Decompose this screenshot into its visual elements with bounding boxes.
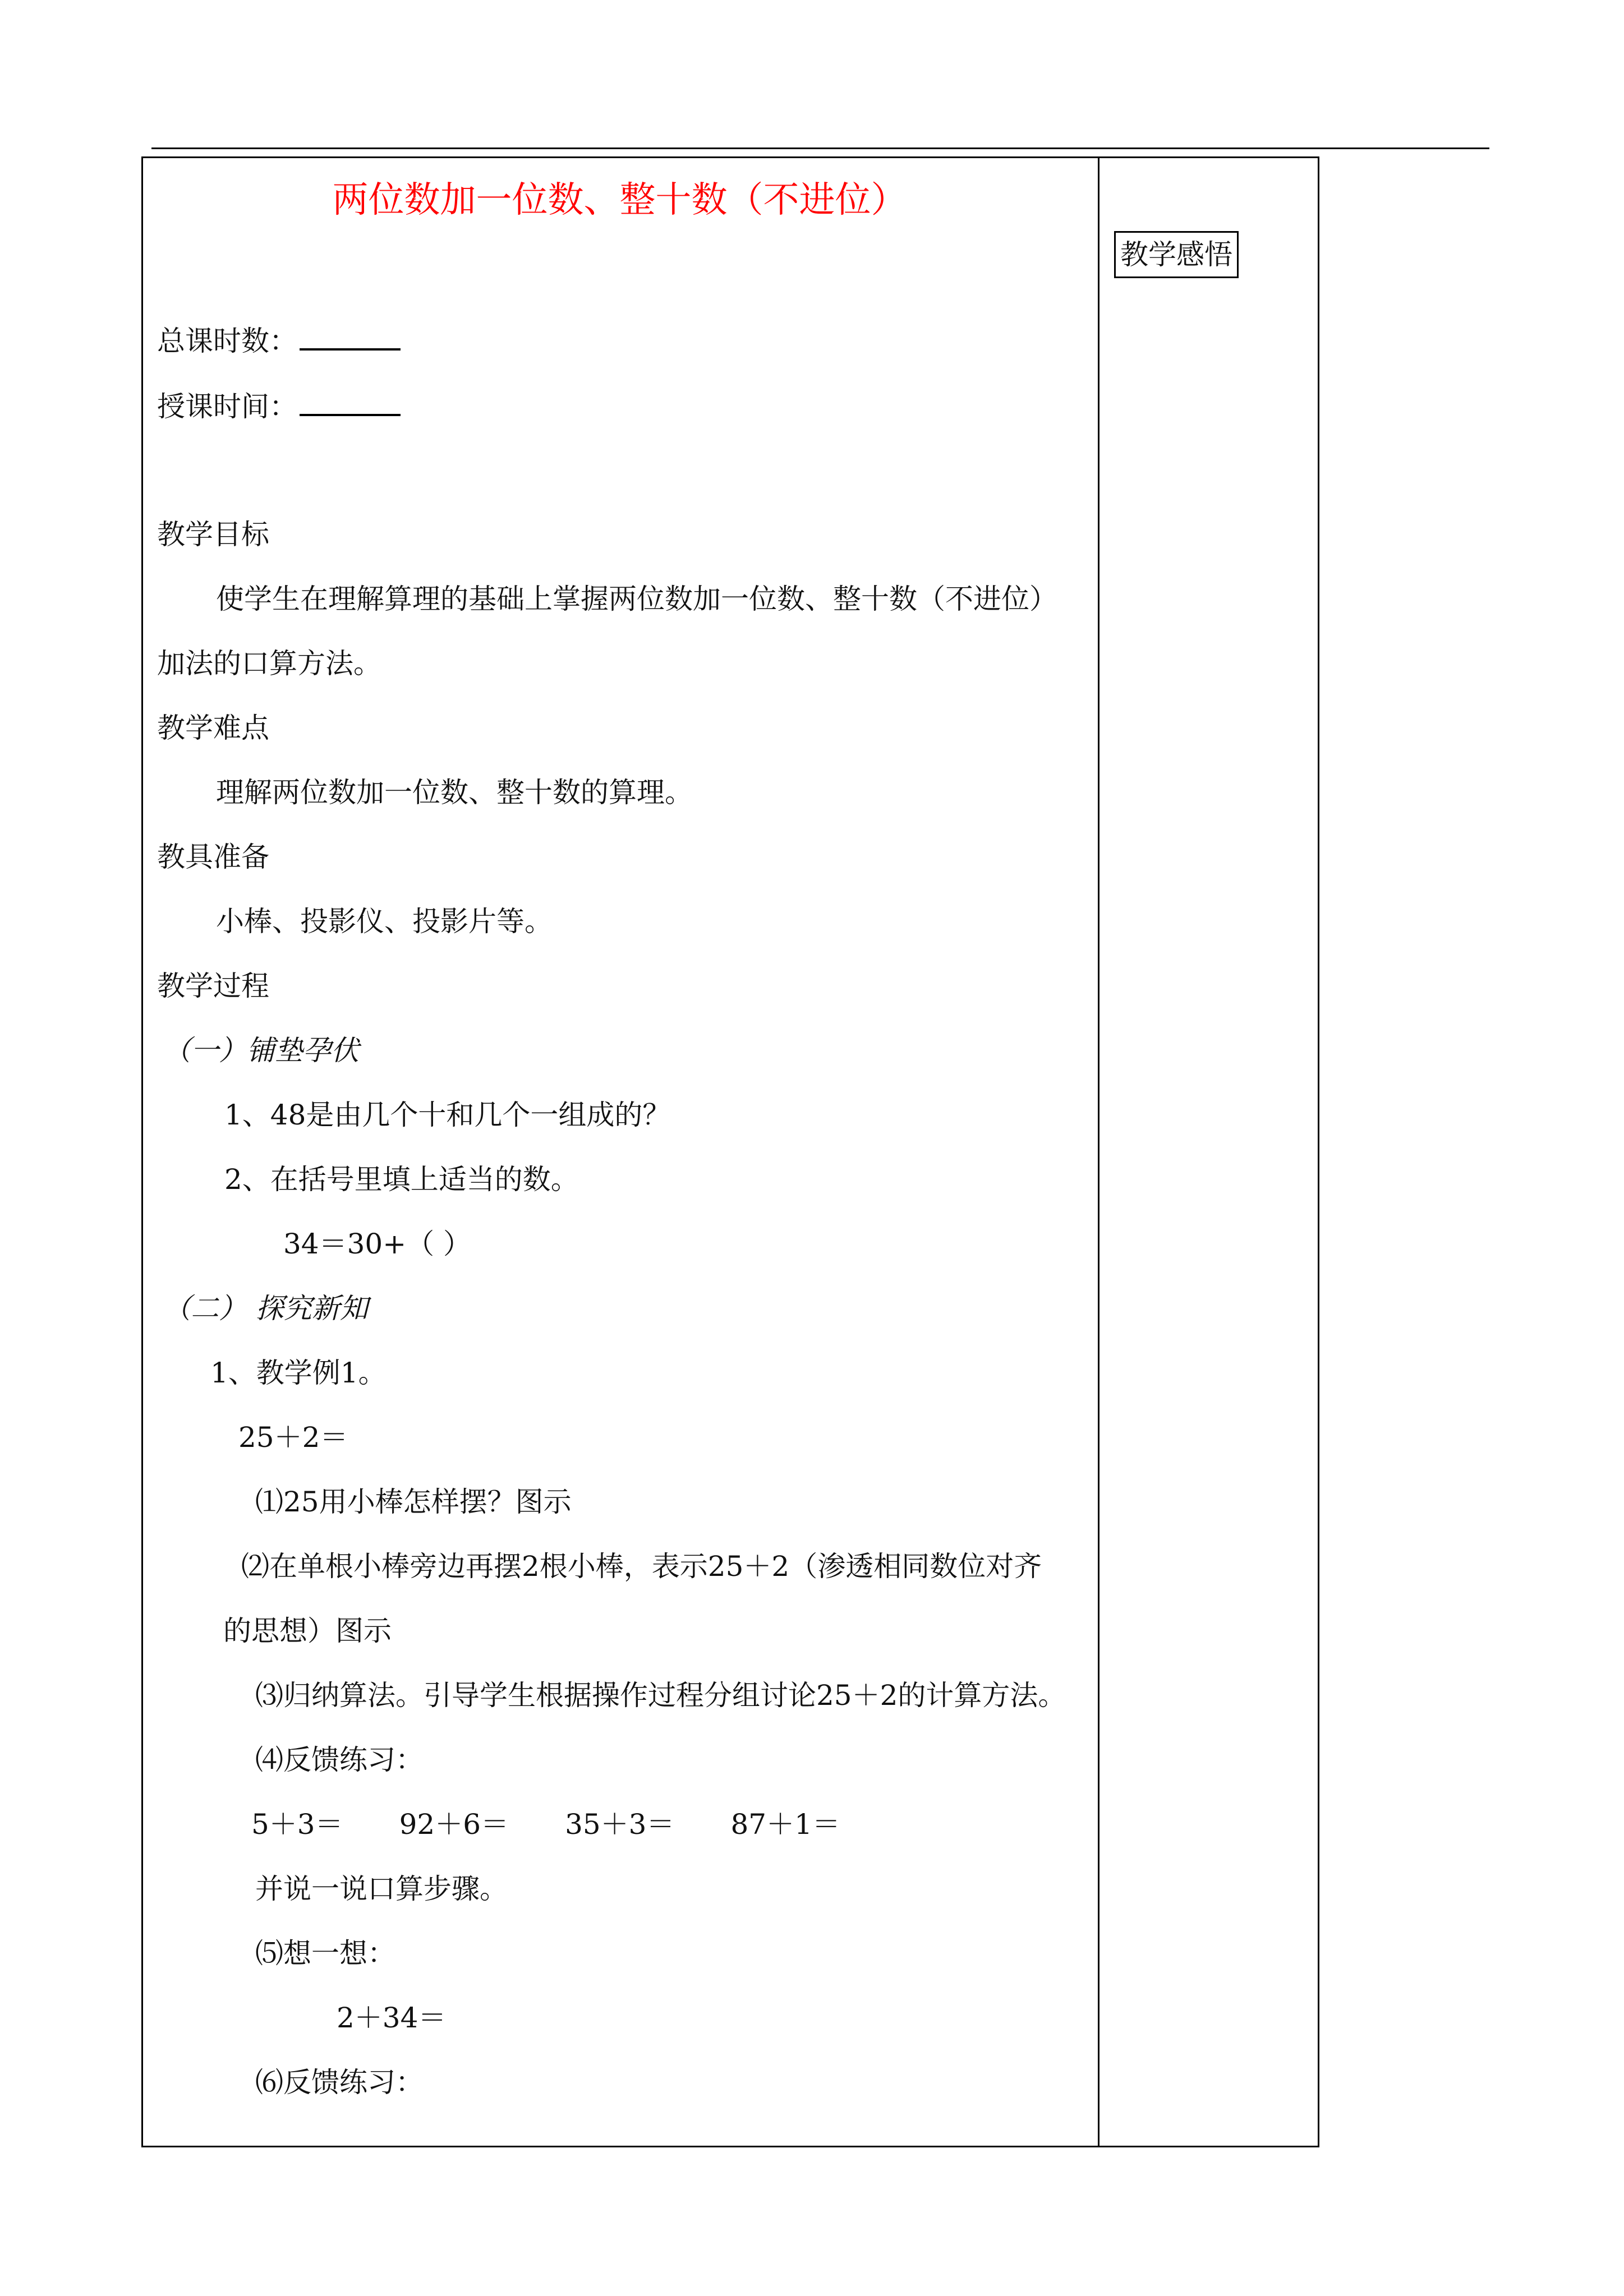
- part1-question-2: 2、在括号里填上适当的数。: [224, 1163, 579, 1196]
- part2-step-2-line1: ⑵在单根小棒旁边再摆2根小棒，表示25＋2（渗透相同数位对齐: [241, 1550, 1042, 1583]
- exercise-row: [251, 1805, 840, 1844]
- difficulty-heading: 教学难点: [157, 712, 269, 744]
- total-hours-blank: [300, 322, 401, 351]
- part2-equation: 25＋2＝: [238, 1421, 348, 1454]
- tools-text: 小棒、投影仪、投影片等。: [216, 905, 553, 938]
- reflection-label: 教学感悟: [1114, 231, 1239, 278]
- part2-step-2-line2: 的思想）图示: [223, 1615, 392, 1647]
- column-divider: [1098, 156, 1099, 2147]
- difficulty-text: 理解两位数加一位数、整十数的算理。: [216, 776, 693, 809]
- teach-time-label: 授课时间：: [157, 390, 297, 423]
- part2-step-4b: 并说一说口算步骤。: [255, 1873, 508, 1905]
- part2-step-4: ⑷反馈练习：: [255, 1744, 424, 1776]
- part2-step-3: ⑶归纳算法。引导学生根据操作过程分组讨论25＋2的计算方法。: [255, 1679, 1066, 1712]
- lesson-table: [141, 156, 1319, 2147]
- goals-heading: 教学目标: [157, 518, 269, 551]
- exercise-item: 5＋3＝: [251, 1808, 343, 1841]
- teach-time-row: [157, 387, 401, 426]
- tools-heading: 教具准备: [157, 841, 269, 873]
- part2-step-5: ⑸想一想：: [255, 1937, 395, 1970]
- teach-time-blank: [300, 388, 401, 416]
- part2-example: 1、教学例1。: [210, 1357, 387, 1389]
- part2-heading: （二） 探究新知: [163, 1292, 368, 1325]
- part1-equation: 34＝30+（ ）: [283, 1228, 472, 1260]
- lesson-title: 两位数加一位数、整十数（不进位）: [332, 179, 907, 221]
- part2-equation-2: 2＋34＝: [337, 2002, 447, 2034]
- part2-step-6: ⑹反馈练习：: [255, 2066, 424, 2099]
- part1-heading: （一）铺垫孕伏: [163, 1034, 359, 1067]
- exercise-item: 92＋6＝: [399, 1808, 509, 1841]
- total-hours-row: [157, 321, 401, 361]
- part2-step-1: ⑴25用小棒怎样摆？图示: [255, 1486, 572, 1518]
- process-heading: 教学过程: [157, 970, 269, 1002]
- total-hours-label: 总课时数：: [157, 325, 297, 357]
- exercise-item: 87＋1＝: [730, 1808, 840, 1841]
- goals-text-line2: 加法的口算方法。: [157, 647, 381, 680]
- exercise-item: 35＋3＝: [565, 1808, 675, 1841]
- goals-text-line1: 使学生在理解算理的基础上掌握两位数加一位数、整十数（不进位）: [216, 583, 1057, 615]
- header-rule: [151, 147, 1489, 149]
- part1-question-1: 1、48是由几个十和几个一组成的？: [224, 1099, 671, 1131]
